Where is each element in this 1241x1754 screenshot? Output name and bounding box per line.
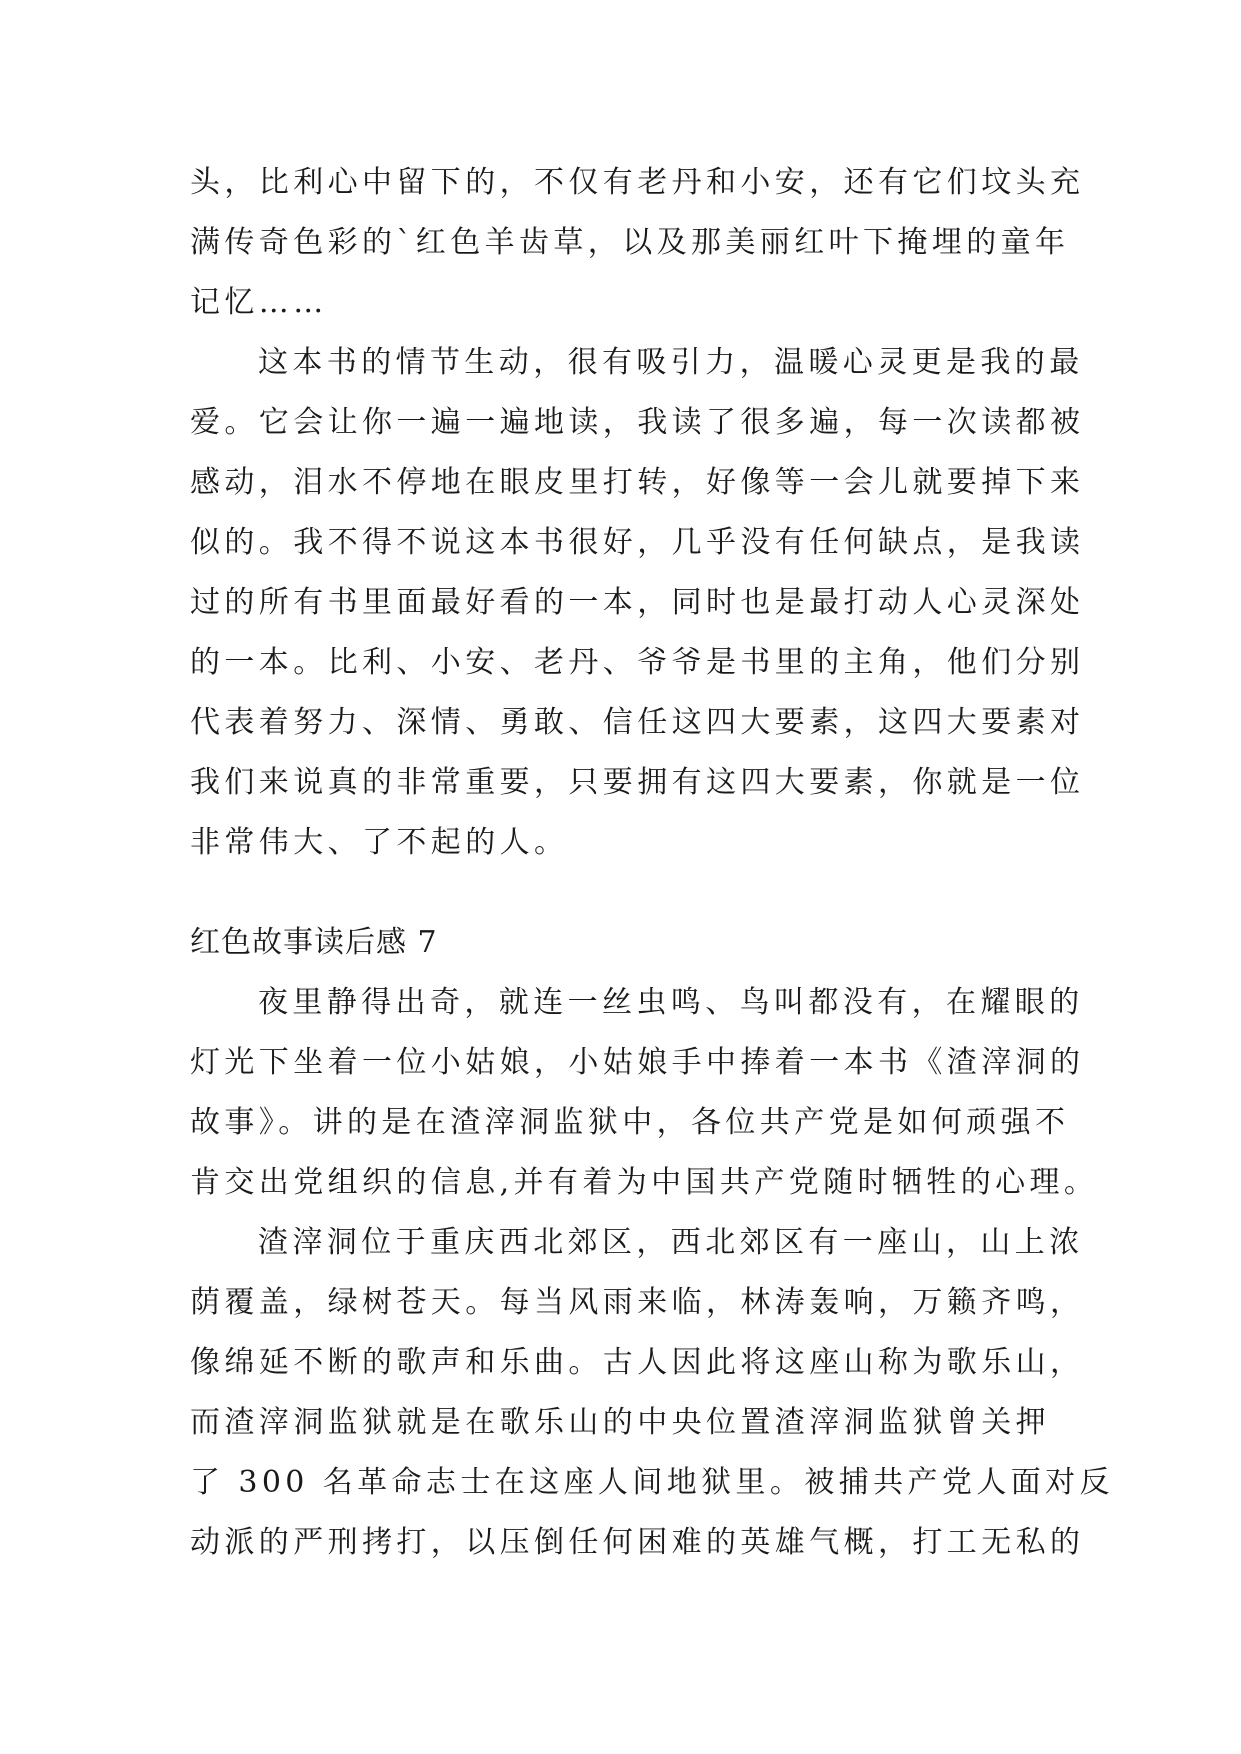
text-line: 这本书的情节生动，很有吸引力，温暖心灵更是我的最 — [258, 345, 1084, 380]
text-line: 荫覆盖，绿树苍天。每当风雨来临，林涛轰响，万籁齐鸣， — [190, 1285, 1085, 1320]
text-line: 故事》。讲的是在渣滓洞监狱中，各位共产党是如何顽强不 — [190, 1105, 1070, 1140]
text-line: 爱。它会让你一遍一遍地读，我读了很多遍，每一次读都被 — [190, 405, 1085, 440]
section-heading — [190, 913, 1050, 973]
text-line: 非常伟大、了不起的人。 — [190, 825, 569, 860]
text-line: 肯交出党组织的信息,并有着为中国共产党随时牺牲的心理。 — [190, 1165, 1099, 1200]
paragraph-continuation — [190, 153, 1085, 333]
paragraph-intro — [190, 973, 1099, 1213]
text-line: 像绵延不断的歌声和乐曲。古人因此将这座山称为歌乐山， — [190, 1345, 1085, 1380]
text-line: 的一本。比利、小安、老丹、爷爷是书里的主角，他们分别 — [190, 645, 1085, 680]
heading-text: 红色故事读后感 7 — [190, 925, 438, 960]
text-line: 了 300 名革命志士在这座人间地狱里。被捕共产党人面对反 — [190, 1465, 1114, 1500]
text-line: 我们来说真的非常重要，只要拥有这四大要素，你就是一位 — [190, 765, 1085, 800]
text-line: 感动，泪水不停地在眼皮里打转，好像等一会儿就要掉下来 — [190, 465, 1085, 500]
paragraph-location — [190, 1213, 1114, 1573]
text-line: 代表着努力、深情、勇敢、信任这四大要素，这四大要素对 — [190, 705, 1085, 740]
text-line: 似的。我不得不说这本书很好，几乎没有任何缺点，是我读 — [190, 525, 1085, 560]
text-line: 动派的严刑拷打，以压倒任何困难的英雄气概，打工无私的 — [190, 1525, 1085, 1560]
text-line: 头，比利心中留下的，不仅有老丹和小安，还有它们坟头充 — [190, 165, 1085, 200]
text-line: 夜里静得出奇，就连一丝虫鸣、鸟叫都没有，在耀眼的 — [258, 985, 1084, 1020]
text-line: 渣滓洞位于重庆西北郊区，西北郊区有一座山，山上浓 — [258, 1225, 1084, 1260]
text-line: 满传奇色彩的`红色羊齿草，以及那美丽红叶下掩埋的童年 — [190, 225, 1070, 260]
text-line: 过的所有书里面最好看的一本，同时也是最打动人心灵深处 — [190, 585, 1085, 620]
text-line: 灯光下坐着一位小姑娘，小姑娘手中捧着一本书《渣滓洞的 — [190, 1045, 1085, 1080]
paragraph-book-review — [190, 333, 1085, 873]
text-line: 而渣滓洞监狱就是在歌乐山的中央位置渣滓洞监狱曾关押 — [190, 1405, 1050, 1440]
text-line: 记忆…… — [190, 285, 328, 320]
